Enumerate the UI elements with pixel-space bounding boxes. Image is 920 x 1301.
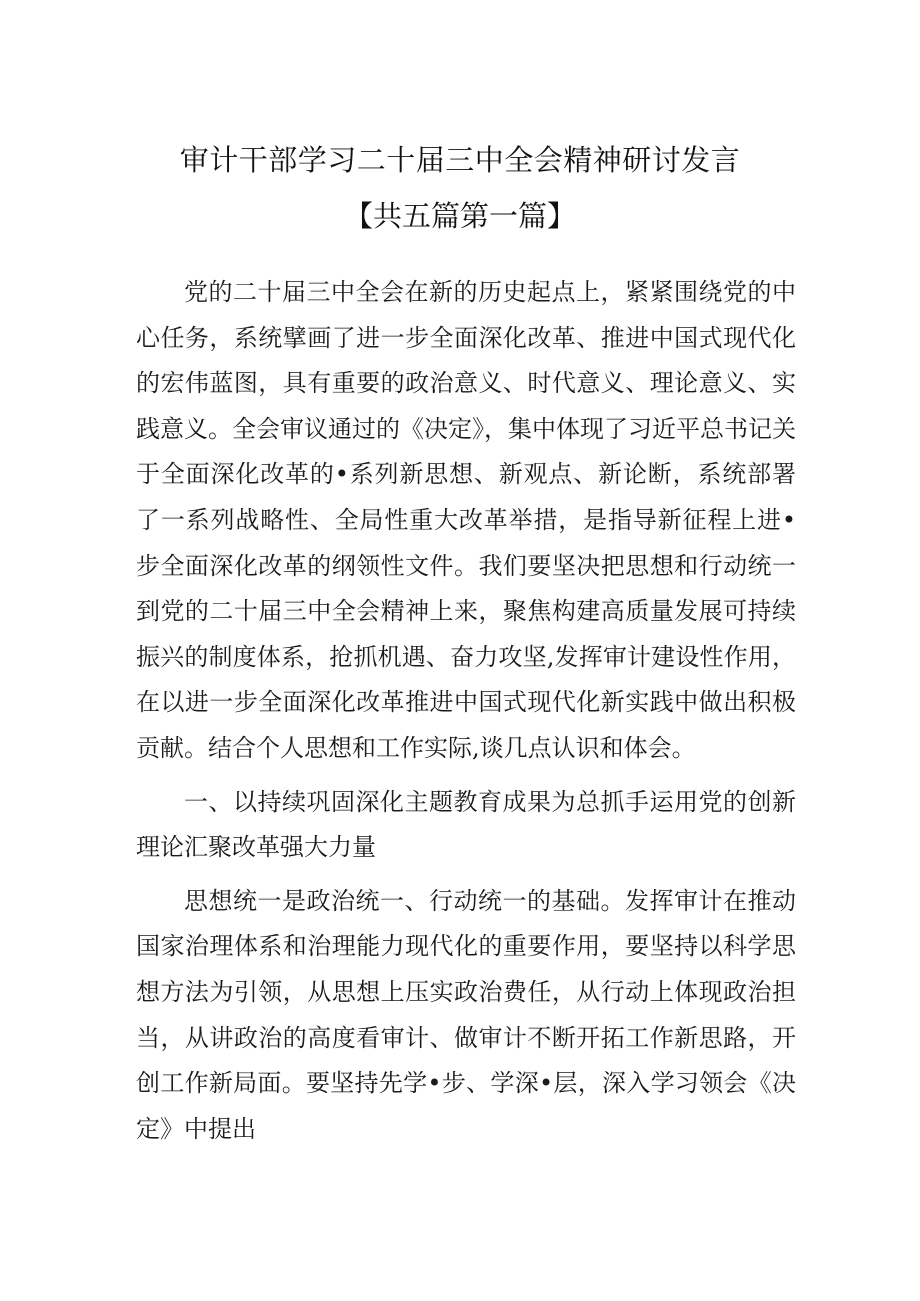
document-body — [136, 270, 796, 1160]
paragraph-intro: 党的二十届三中全会在新的历史起点上，紧紧围绕党的中心任务，系统擘画了进一步全面深化改革、推进中国式现代化的宏伟蓝图，具有重要的政治意义、时代意义、理论意义、实践意义。全会审议通过的《决定》，集中体现了习近平总书记关于全面深化改革的•系列新思想、新观点、新论断，系统部署了一系列战略性、全局性重大改革举措，是指导新征程上进•步全面深化改革的纲领性文件。我们要坚决把思想和行动统一到党的二十届三中全会精神上来，聚焦构建高质量发展可持续振兴的制度体系，抢抓机遇、奋力攻坚,发挥审计建设性作用，在以进一步全面深化改革推进中国式现代化新实践中做出积极贡献。结合个人思想和工作实际,谈几点认识和体会。 — [136, 278, 796, 762]
document-title: 审计干部学习二十届三中全会精神研讨发言 — [179, 143, 741, 177]
document-subtitle: 【共五篇第一篇】 — [343, 199, 576, 233]
section-heading-1: 一、以持续巩固深化主题教育成果为总抓手运用党的创新理论汇聚改革强大力量 — [136, 787, 796, 862]
paragraph-section-1: 思想统一是政治统一、行动统一的基础。发挥审计在推动国家治理体系和治理能力现代化的重要作用，要坚持以科学思想方法为引领，从思想上压实政治费任，从行动上体现政治担当，从讲政治的高度看审计、做审计不断开拓工作新思路，开创工作新局面。要坚持先学•步、学深•层，深入学习领会《决定》中提出 — [136, 886, 796, 1143]
